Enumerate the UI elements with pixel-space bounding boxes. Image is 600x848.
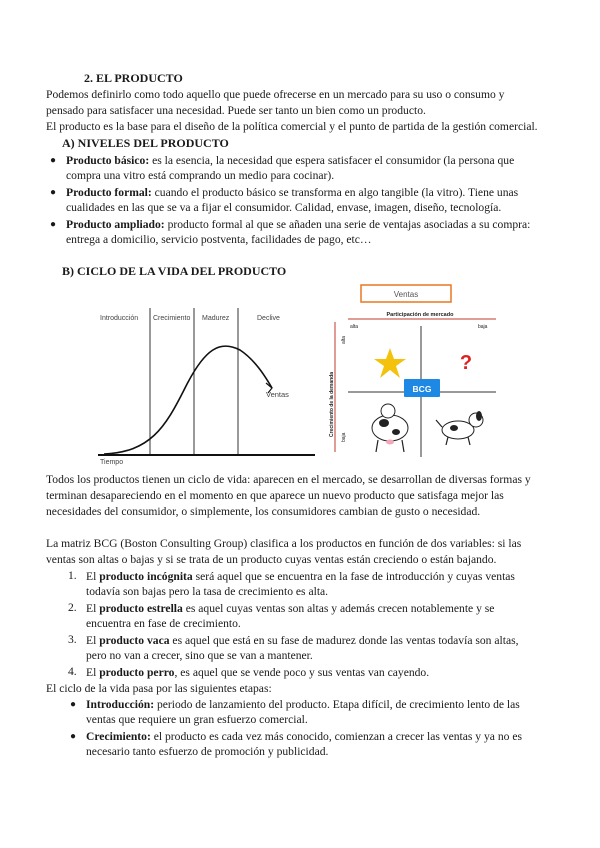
- x-axis-title: Participación de mercado: [386, 312, 454, 318]
- intro-line-3: El producto es la base para el diseño de la política comercial y el punto de partida de la gestión comercial.: [46, 120, 538, 133]
- list-item: Producto formal: cuando el producto básico se transforma en algo tangible (la vitro). Tiene unas: [66, 186, 519, 199]
- list-item-cont: necesario tanto esfuerzo de promoción y publicidad.: [86, 745, 329, 758]
- x-low-label: baja: [478, 324, 488, 330]
- list-number: 4.: [68, 665, 77, 678]
- list-item: El producto incógnita será aquel que se encuentra en la fase de introducción y cuyas ventas: [86, 570, 515, 583]
- sales-curve: [104, 346, 272, 454]
- phase-label: Declive: [257, 315, 280, 322]
- bullet-icon: ●: [70, 731, 77, 742]
- paragraph-line: necesidades del consumidor, o simplemente, los consumidores cambian de gusto o necesidad.: [46, 505, 481, 518]
- intro-line-2: pensado para satisfacer una necesidad. Puede ser tanto un bien como un producto.: [46, 104, 426, 117]
- paragraph-line: ventas son altas o bajas y si se trata de un producto cuyas ventas están creciendo o están bajando.: [46, 553, 497, 566]
- list-item: El producto perro, es aquel que se vende poco y sus ventas van cayendo.: [86, 666, 430, 679]
- list-item-cont: encuentra en fase de crecimiento.: [86, 617, 241, 630]
- intro-line-1: Podemos definirlo como todo aquello que puede ofrecerse en un mercado para su uso o consumo y: [46, 88, 505, 101]
- list-item-cont: todavía son bajas pero la tasa de crecimiento es alta.: [86, 585, 329, 598]
- bullet-icon: ●: [50, 187, 57, 198]
- phase-label: Crecimiento: [153, 315, 191, 322]
- list-item-cont: compra una vitro está comprando un medio para cocinar).: [66, 169, 335, 182]
- y-high-label: alta: [341, 335, 347, 344]
- list-item: Producto básico: es la esencia, la necesidad que espera satisfacer el consumidor (la persona que: [66, 154, 515, 167]
- star-icon: [374, 348, 406, 378]
- bcg-matrix: [328, 282, 513, 462]
- paragraph-line: La matriz BCG (Boston Consulting Group) clasifica a los productos en función de dos variables: si las: [46, 537, 522, 550]
- list-item-cont: pero no van a crecer, sino que se van a mantener.: [86, 649, 313, 662]
- list-item-cont: entrega a domicilio, servicio postventa, facilidades de pago, etc…: [66, 233, 372, 246]
- lifecycle-chart: [90, 308, 315, 468]
- list-item: Producto ampliado: producto formal al que se añaden una serie de ventajas asociadas a su compra:: [66, 218, 531, 231]
- paragraph-line: terminan desapareciendo en el momento en que aparece un nuevo producto que satisfaga mejor las: [46, 489, 504, 502]
- section-heading-product: 2. EL PRODUCTO: [84, 71, 183, 85]
- phase-label: Madurez: [202, 315, 230, 322]
- dog-icon: [436, 411, 483, 445]
- bullet-icon: ●: [50, 219, 57, 230]
- cow-icon: [372, 404, 408, 452]
- list-item: Introducción: periodo de lanzamiento del producto. Etapa difícil, de crecimiento lento de las: [86, 698, 520, 711]
- bcg-center-label: BCG: [412, 384, 432, 394]
- x-high-label: alta: [350, 324, 359, 330]
- y-low-label: baja: [341, 432, 347, 442]
- list-item-cont: cualidades en las que se va a fijar el consumidor. Calidad, envase, imagen, diseño, tecnología.: [66, 201, 502, 214]
- subheading-levels: A) NIVELES DEL PRODUCTO: [62, 136, 229, 150]
- curve-label: Ventas: [266, 390, 289, 399]
- question-icon: ?: [459, 352, 473, 374]
- list-item-cont: ventas que requiere un gran esfuerzo comercial.: [86, 713, 308, 726]
- list-item: Crecimiento: el producto es cada vez más conocido, comienzan a crecer las ventas y ya no es: [86, 730, 522, 743]
- bullet-icon: ●: [50, 155, 57, 166]
- paragraph-line: El ciclo de la vida pasa por las siguientes etapas:: [46, 682, 272, 695]
- phase-label: Introducción: [100, 315, 139, 322]
- list-number: 2.: [68, 601, 77, 614]
- ventas-box-label: Ventas: [393, 290, 419, 299]
- subheading-lifecycle: B) CICLO DE LA VIDA DEL PRODUCTO: [62, 264, 287, 278]
- bullet-icon: ●: [70, 699, 77, 710]
- list-number: 1.: [68, 569, 77, 582]
- list-item: El producto vaca es aquel que está en su fase de madurez donde las ventas todavía son altas,: [86, 634, 519, 647]
- list-item: El producto estrella es aquel cuyas ventas son altas y además crecen notablemente y se: [86, 602, 495, 615]
- y-axis-title: Crecimiento de la demanda: [329, 371, 335, 437]
- x-axis-label: Tiempo: [100, 459, 124, 466]
- paragraph-line: Todos los productos tienen un ciclo de vida: aparecen en el mercado, se desarrollan de diversas formas y: [46, 473, 531, 486]
- list-number: 3.: [68, 633, 77, 646]
